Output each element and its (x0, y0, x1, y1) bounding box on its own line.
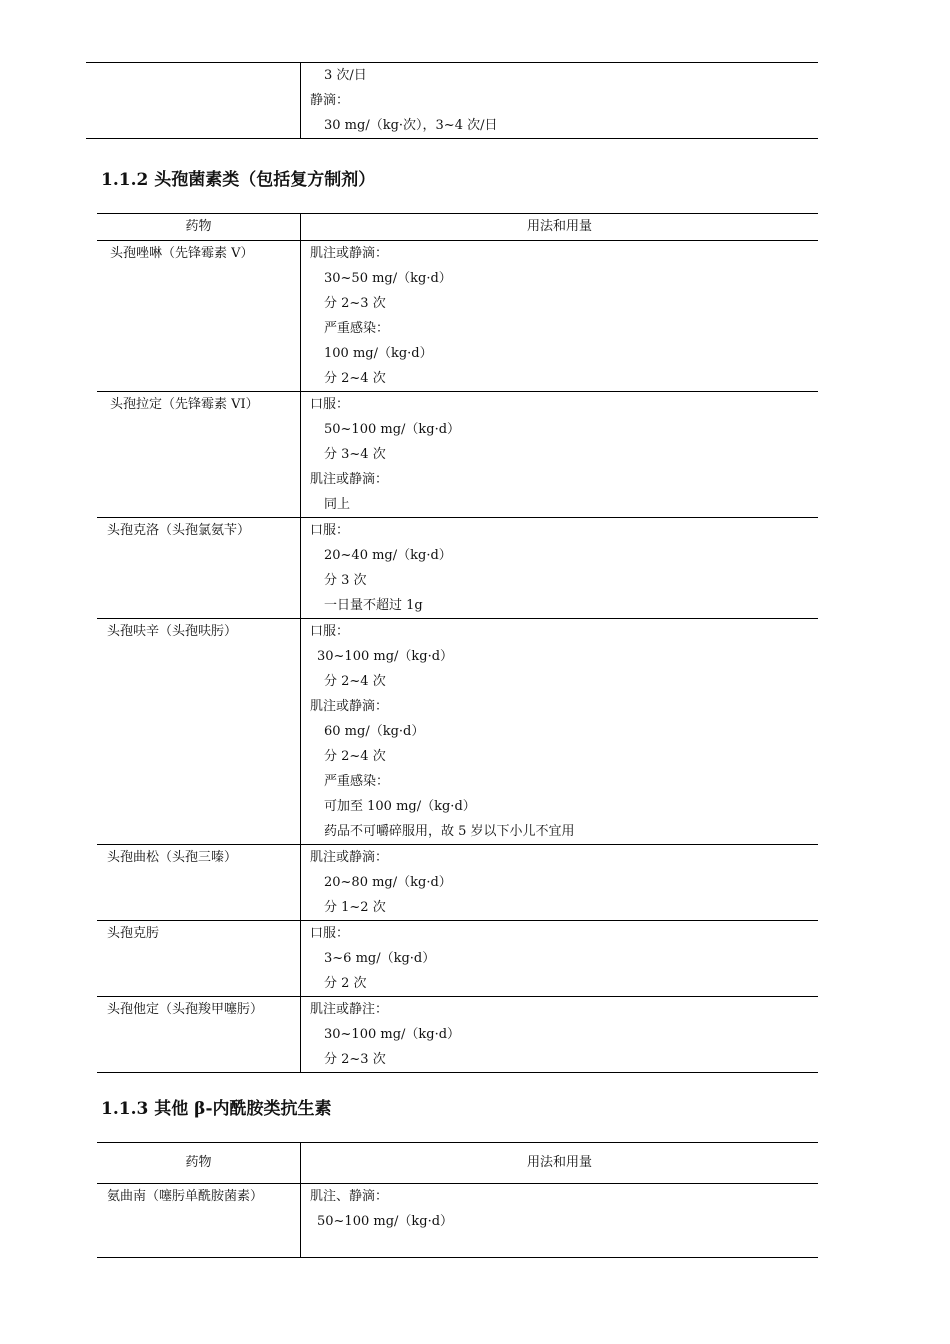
dosage-line: 严重感染： (324, 774, 390, 789)
dosage-line: 肌注或静滴： (310, 246, 389, 261)
dosage-line: 分 2~4 次 (324, 371, 386, 386)
dosage-line: 分 3~4 次 (324, 447, 386, 462)
dosage-line: 30~100 mg/（kg·d） (324, 1027, 461, 1042)
dosage-line: 3 次/日 (324, 68, 367, 83)
dosage-line: 分 2~4 次 (324, 749, 386, 764)
dosage-line: 分 2~3 次 (324, 296, 386, 311)
dosage-line: 肌注或静滴： (310, 699, 389, 714)
dosage-line: 20~80 mg/（kg·d） (324, 875, 452, 890)
dosage-line: 分 2~3 次 (324, 1052, 386, 1067)
dosage-cell (301, 241, 819, 392)
table-row (97, 1184, 818, 1258)
dosage-line: 口服： (310, 926, 350, 941)
other-beta-lactam-table (97, 1142, 818, 1258)
dosage-line: 分 2~4 次 (324, 674, 386, 689)
table-row (97, 921, 818, 997)
dosage-line: 50~100 mg/（kg·d） (324, 422, 461, 437)
table-header-row (97, 1143, 818, 1184)
drug-name: 头孢克洛（头孢氯氨苄） (97, 518, 301, 619)
table-row (97, 845, 818, 921)
dosage-line: 肌注或静滴： (310, 472, 389, 487)
dosage-line: 3~6 mg/（kg·d） (324, 951, 436, 966)
table-row (97, 619, 818, 845)
dosage-line: 严重感染： (324, 321, 390, 336)
dosage-line: 30 mg/（kg·次），3~4 次/日 (324, 118, 498, 133)
dosage-cell (301, 392, 819, 518)
dosage-line: 药品不可嚼碎服用，故 5 岁以下小儿不宜用 (324, 824, 575, 839)
cephalosporin-table (97, 213, 818, 1073)
dosage-line: 同上 (324, 497, 351, 512)
dosage-line: 肌注或静滴： (310, 850, 389, 865)
dosage-cell (301, 619, 819, 845)
empty-drug-cell (86, 63, 301, 139)
dosage-line: 30~100 mg/（kg·d） (317, 649, 454, 664)
dosage-line: 20~40 mg/（kg·d） (324, 548, 452, 563)
column-header-drug: 药物 (97, 1143, 301, 1184)
continuation-table (86, 62, 818, 139)
table-row (97, 997, 818, 1073)
table-row (97, 392, 818, 518)
drug-name: 头孢唑啉（先锋霉素 V） (97, 241, 301, 392)
dosage-line: 100 mg/（kg·d） (324, 346, 433, 361)
dosage-line: 口服： (310, 397, 350, 412)
dosage-line: 分 2 次 (324, 976, 367, 991)
dosage-line: 肌注或静注： (310, 1002, 389, 1017)
drug-name: 头孢克肟 (97, 921, 301, 997)
dosage-line: 分 3 次 (324, 573, 367, 588)
dosage-line: 50~100 mg/（kg·d） (317, 1214, 454, 1229)
dosage-line: 口服： (310, 523, 350, 538)
dosage-line: 30~50 mg/（kg·d） (324, 271, 452, 286)
table-row (97, 518, 818, 619)
dosage-cell (301, 63, 819, 139)
dosage-cell (301, 845, 819, 921)
section-heading-other-beta-lactams: 1.1.3 其他 β-内酰胺类抗生素 (101, 1099, 332, 1119)
table-row (97, 241, 818, 392)
column-header-dosage: 用法和用量 (301, 214, 819, 241)
dosage-line: 静滴： (310, 93, 350, 108)
dosage-line: 口服： (310, 624, 350, 639)
drug-name: 氨曲南（噻肟单酰胺菌素） (97, 1184, 301, 1258)
drug-name: 头孢他定（头孢羧甲噻肟） (97, 997, 301, 1073)
drug-name: 头孢呋辛（头孢呋肟） (97, 619, 301, 845)
dosage-cell (301, 921, 819, 997)
dosage-cell (301, 997, 819, 1073)
section-heading-cephalosporins: 1.1.2 头孢菌素类（包括复方制剂） (101, 170, 376, 190)
dosage-line: 肌注、静滴： (310, 1189, 389, 1204)
dosage-line: 60 mg/（kg·d） (324, 724, 425, 739)
column-header-drug: 药物 (97, 214, 301, 241)
drug-name: 头孢拉定（先锋霉素 VI） (97, 392, 301, 518)
dosage-line: 一日量不超过 1g (324, 598, 423, 613)
table-header-row (97, 214, 818, 241)
drug-name: 头孢曲松（头孢三嗪） (97, 845, 301, 921)
dosage-line: 可加至 100 mg/（kg·d） (324, 799, 476, 814)
dosage-line: 分 1~2 次 (324, 900, 386, 915)
dosage-cell (301, 1184, 819, 1258)
column-header-dosage: 用法和用量 (301, 1143, 819, 1184)
dosage-cell (301, 518, 819, 619)
